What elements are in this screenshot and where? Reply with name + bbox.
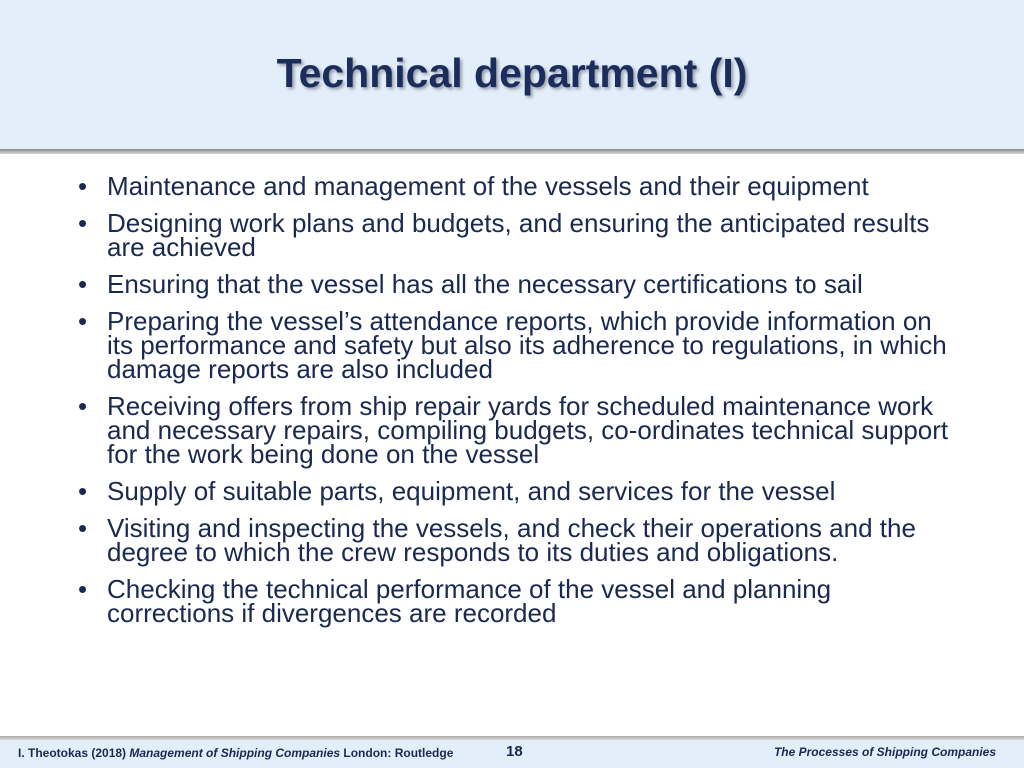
citation-book-title: Management of Shipping Companies xyxy=(129,746,341,760)
bullet-text: Ensuring that the vessel has all the necessary certifications to sail xyxy=(107,269,863,299)
bullet-text: Visiting and inspecting the vessels, and check their operations and the degree to which the crew responds to its duties and obligations. xyxy=(107,513,916,567)
bullet-item xyxy=(78,513,958,567)
bullet-item xyxy=(78,269,958,299)
bullet-item xyxy=(78,208,958,262)
bullet-item xyxy=(78,171,958,201)
bullet-text: Designing work plans and budgets, and ensuring the anticipated results are achieved xyxy=(107,208,930,262)
bullet-list xyxy=(78,171,958,638)
bullet-text: Checking the technical performance of the vessel and planning corrections if divergences are recorded xyxy=(107,574,832,628)
bullet-dot-icon: • xyxy=(78,306,88,336)
citation-author: I. Theotokas (2018) xyxy=(18,746,130,760)
bullet-dot-icon: • xyxy=(78,476,88,506)
bullet-dot-icon: • xyxy=(78,269,88,299)
bullet-dot-icon: • xyxy=(78,208,88,238)
bullet-item xyxy=(78,306,958,384)
slide-header xyxy=(0,0,1024,150)
bullet-item xyxy=(78,574,958,628)
bullet-item xyxy=(78,391,958,469)
slide-title: Technical department (I) xyxy=(276,50,748,96)
slide-footer xyxy=(0,740,1024,768)
bullet-text: Maintenance and management of the vessels and their equipment xyxy=(107,171,869,201)
bullet-text: Preparing the vessel’s attendance reports, which provide information on its performance and safety but also its adherence to regulations, in which damage reports are also included xyxy=(107,306,947,384)
bullet-text: Supply of suitable parts, equipment, and services for the vessel xyxy=(107,476,836,506)
citation-publisher: London: Routledge xyxy=(340,746,454,760)
bullet-item xyxy=(78,476,958,506)
page-number: 18 xyxy=(506,743,523,760)
bullet-dot-icon: • xyxy=(78,574,88,604)
bullet-dot-icon: • xyxy=(78,391,88,421)
bullet-dot-icon: • xyxy=(78,513,88,543)
header-divider xyxy=(0,149,1024,154)
bullet-dot-icon: • xyxy=(78,171,88,201)
footer-section-title: The Processes of Shipping Companies xyxy=(773,745,996,759)
bullet-text: Receiving offers from ship repair yards for scheduled maintenance work and necessary repairs, compiling budgets, co-ordinates technical support for the work being done on the vessel xyxy=(107,391,949,469)
footer-citation xyxy=(18,746,453,760)
